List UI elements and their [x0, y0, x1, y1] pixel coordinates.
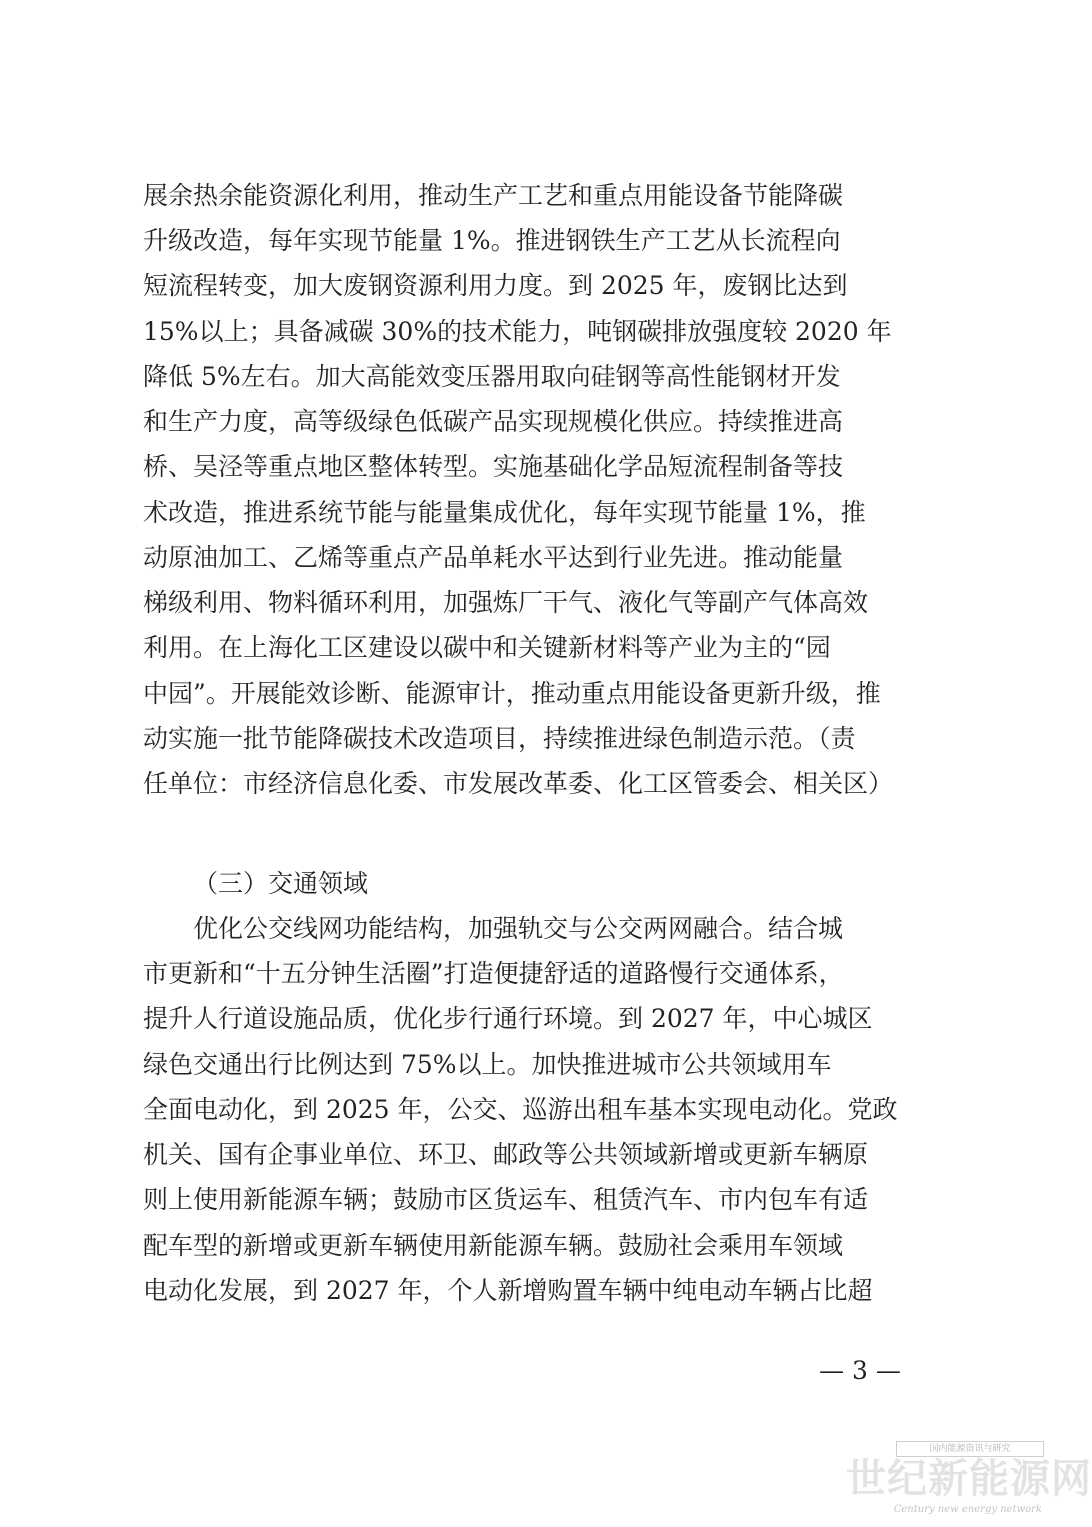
paragraph-line: 绿色交通出行比例达到 75%以上。加快推进城市公共领域用车: [143, 1050, 832, 1079]
watermark-logo-text: 世纪新能源网: [846, 1455, 1092, 1502]
paragraph-line: 术改造，推进系统节能与能量集成优化，每年实现节能量 1%，推: [143, 498, 866, 527]
paragraph-line: 动实施一批节能降碳技术改造项目，持续推进绿色制造示范。（责: [143, 724, 856, 753]
paragraph-line: 优化公交线网功能结构，加强轨交与公交两网融合。结合城: [193, 914, 844, 943]
paragraph-line: 展余热余能资源化利用，推动生产工艺和重点用能设备节能降碳: [143, 181, 844, 210]
paragraph-line: 梯级利用、物料循环利用，加强炼厂干气、液化气等副产气体高效: [143, 588, 869, 617]
paragraph-line: 机关、国有企事业单位、环卫、邮政等公共领域新增或更新车辆原: [143, 1140, 869, 1169]
paragraph-line: 则上使用新能源车辆；鼓励市区货运车、租赁汽车、市内包车有适: [143, 1185, 869, 1214]
paragraph-line: 桥、吴泾等重点地区整体转型。实施基础化学品短流程制备等技: [143, 452, 844, 481]
paragraph-line: 任单位：市经济信息化委、市发展改革委、化工区管委会、相关区）: [143, 769, 894, 798]
paragraph-line: 升级改造，每年实现节能量 1%。推进钢铁生产工艺从长流程向: [143, 226, 841, 255]
paragraph-line: 15%以上；具备减碳 30%的技术能力，吨钢碳排放强度较 2020 年: [143, 317, 892, 346]
page-number: — 3 —: [819, 1356, 901, 1385]
paragraph-line: 利用。在上海化工区建设以碳中和关键新材料等产业为主的“园: [143, 633, 831, 662]
watermark-logo: [846, 1441, 1092, 1521]
paragraph-line: 电动化发展，到 2027 年，个人新增购置车辆中纯电动车辆占比超: [143, 1276, 873, 1305]
paragraph-line: 配车型的新增或更新车辆使用新能源车辆。鼓励社会乘用车领域: [143, 1231, 844, 1260]
paragraph-line: 降低 5%左右。加大高能效变压器用取向硅钢等高性能钢材开发: [143, 362, 841, 391]
section-heading: （三）交通领域: [193, 869, 369, 898]
watermark-subtitle: Century new energy network: [893, 1504, 1042, 1515]
paragraph-line: 动原油加工、乙烯等重点产品单耗水平达到行业先进。推动能量: [143, 543, 844, 572]
paragraph-line: 提升人行道设施品质，优化步行通行环境。到 2027 年，中心城区: [143, 1004, 873, 1033]
paragraph-line: 市更新和“十五分钟生活圈”打造便捷舒适的道路慢行交通体系，: [143, 959, 844, 988]
watermark-tagline: 国内能源资讯与研究: [896, 1441, 1044, 1457]
paragraph-line: 短流程转变，加大废钢资源利用力度。到 2025 年，废钢比达到: [143, 271, 848, 300]
paragraph-line: 和生产力度，高等级绿色低碳产品实现规模化供应。持续推进高: [143, 407, 844, 436]
paragraph-line: 中园”。开展能效诊断、能源审计，推动重点用能设备更新升级，推: [143, 679, 881, 708]
paragraph-line: 全面电动化，到 2025 年，公交、巡游出租车基本实现电动化。党政: [143, 1095, 898, 1124]
